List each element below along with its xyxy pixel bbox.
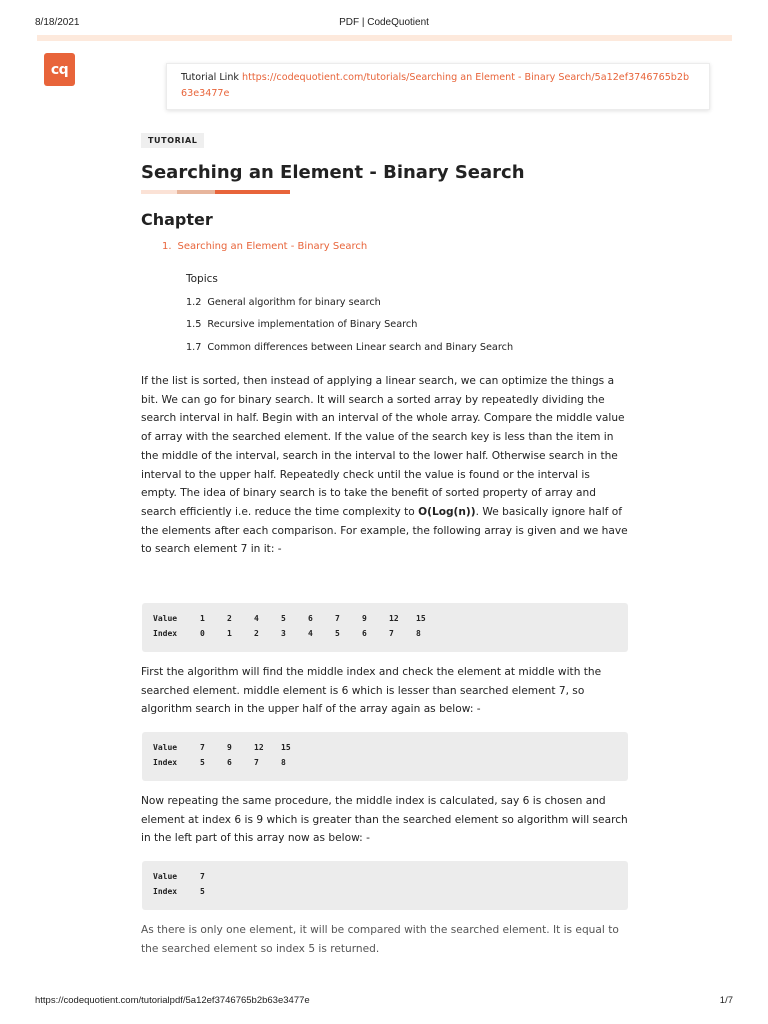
code-cell: 4 (254, 614, 259, 623)
topic-label: Recursive implementation of Binary Search (207, 319, 418, 330)
conclusion-paragraph: As there is only one element, it will be compared with the searched element. It is equal to the searched element so index 5 is returned. (141, 924, 619, 955)
print-footer (0, 995, 768, 1009)
code-cell: 1 (200, 614, 205, 623)
code-cell: 9 (362, 614, 367, 623)
codequotient-logo[interactable] (44, 53, 75, 86)
underline-segment (177, 190, 215, 194)
underline-segment (215, 190, 290, 194)
topic-label: General algorithm for binary search (207, 297, 381, 308)
intro-text: If the list is sorted, then instead of applying a linear search, we can optimize the things a bit. We can go for binary search. It will search a sorted array by repeatedly dividing the search interval in half. Begin with an interval of the whole array. Compare the middle value of array with the searched element. If the value of the search key is less than the item in the middle of the interval, search in the interval to the lower half. Otherwise search in the interval to the upper half. Repeatedly check until the value is found or the interval is empty. The idea of binary search is to take the benefit of sorted property of array and search efficiently i.e. reduce the time complexity to (141, 375, 625, 518)
intro-paragraph (141, 372, 629, 559)
code-cell: 8 (281, 757, 286, 767)
chapter-item-link[interactable] (162, 241, 367, 252)
code-cell: 5 (200, 757, 205, 767)
tutorial-link-box (166, 63, 710, 110)
code-cell: 5 (335, 628, 340, 638)
page-title: Searching an Element - Binary Search (141, 162, 525, 183)
tutorial-link-url[interactable]: https://codequotient.com/tutorials/Searching an Element - Binary Search/5a12ef3746765b2b63e3477e (181, 72, 690, 99)
code-row-values (153, 612, 617, 627)
tutorial-link-label: Tutorial Link (181, 72, 239, 83)
code-cell: 15 (281, 743, 291, 752)
code-cell: 6 (227, 757, 232, 767)
code-cell: 2 (227, 614, 232, 623)
title-underline (141, 190, 290, 194)
code-cell: 7 (335, 614, 340, 623)
code-row-indices (153, 885, 617, 900)
topic-item[interactable] (186, 319, 417, 330)
code-row-indices (153, 627, 617, 642)
code-cell: 6 (362, 628, 367, 638)
code-row-values (153, 741, 617, 756)
code-cell: 6 (308, 614, 313, 623)
code-cell: 0 (200, 628, 205, 638)
code-cell: 12 (254, 743, 264, 752)
top-accent-bar (37, 35, 732, 41)
underline-segment (141, 190, 177, 194)
print-title: PDF | CodeQuotient (339, 17, 429, 28)
topics-heading: Topics (186, 273, 218, 285)
code-cell: 5 (200, 886, 205, 896)
code-cell: 1 (227, 628, 232, 638)
code-cell: 3 (281, 628, 286, 638)
code-cell: 5 (281, 614, 286, 623)
code-cell: 7 (200, 872, 205, 881)
code-block (142, 732, 628, 781)
intro-text-cont: . We basically ignore half of the elements after each comparison. For example, the following array is given and we have to search element 7 in it: - (141, 505, 628, 556)
code-key: Value (153, 743, 178, 752)
topic-label: Common differences between Linear search and Binary Search (207, 342, 514, 353)
code-cell: 15 (416, 614, 426, 623)
topic-item[interactable] (186, 297, 381, 308)
code-row-indices (153, 756, 617, 771)
tutorial-tag: TUTORIAL (141, 133, 204, 148)
complexity-text: O(Log(n)) (418, 505, 476, 518)
step-paragraph: First the algorithm will find the middle index and check the element at middle with the searched element. middle element is 6 which is lesser than searched element 7, so algorithm search in the upper half of the array again as below: - (141, 666, 602, 716)
step-paragraph: Now repeating the same procedure, the middle index is calculated, say 6 is chosen and element at index 6 is 9 which is greater than the searched element so algorithm will search in the left part of this array now as below: - (141, 795, 628, 845)
page-number: 1/7 (719, 995, 733, 1006)
code-key: Index (153, 886, 178, 896)
code-cell: 7 (389, 628, 394, 638)
code-row-values (153, 870, 617, 885)
topic-number: 1.2 (186, 297, 202, 308)
code-key: Index (153, 757, 178, 767)
chapter-heading: Chapter (141, 210, 213, 229)
code-key: Value (153, 614, 178, 623)
code-key: Index (153, 628, 178, 638)
chapter-item-label: Searching an Element - Binary Search (177, 241, 368, 252)
topic-number: 1.5 (186, 319, 202, 330)
code-cell: 12 (389, 614, 399, 623)
print-date: 8/18/2021 (35, 17, 80, 28)
logo-text: cq (50, 61, 69, 78)
code-cell: 9 (227, 743, 232, 752)
code-cell: 8 (416, 628, 421, 638)
code-cell: 7 (200, 743, 205, 752)
print-footer-url: https://codequotient.com/tutorialpdf/5a12ef3746765b2b63e3477e (35, 995, 310, 1006)
chapter-item-number: 1. (162, 241, 172, 252)
code-cell: 4 (308, 628, 313, 638)
code-block (142, 861, 628, 910)
topic-number: 1.7 (186, 342, 202, 353)
print-header (0, 17, 768, 31)
code-cell: 7 (254, 757, 259, 767)
code-block (142, 603, 628, 652)
topic-item[interactable] (186, 342, 513, 353)
code-cell: 2 (254, 628, 259, 638)
code-key: Value (153, 872, 178, 881)
